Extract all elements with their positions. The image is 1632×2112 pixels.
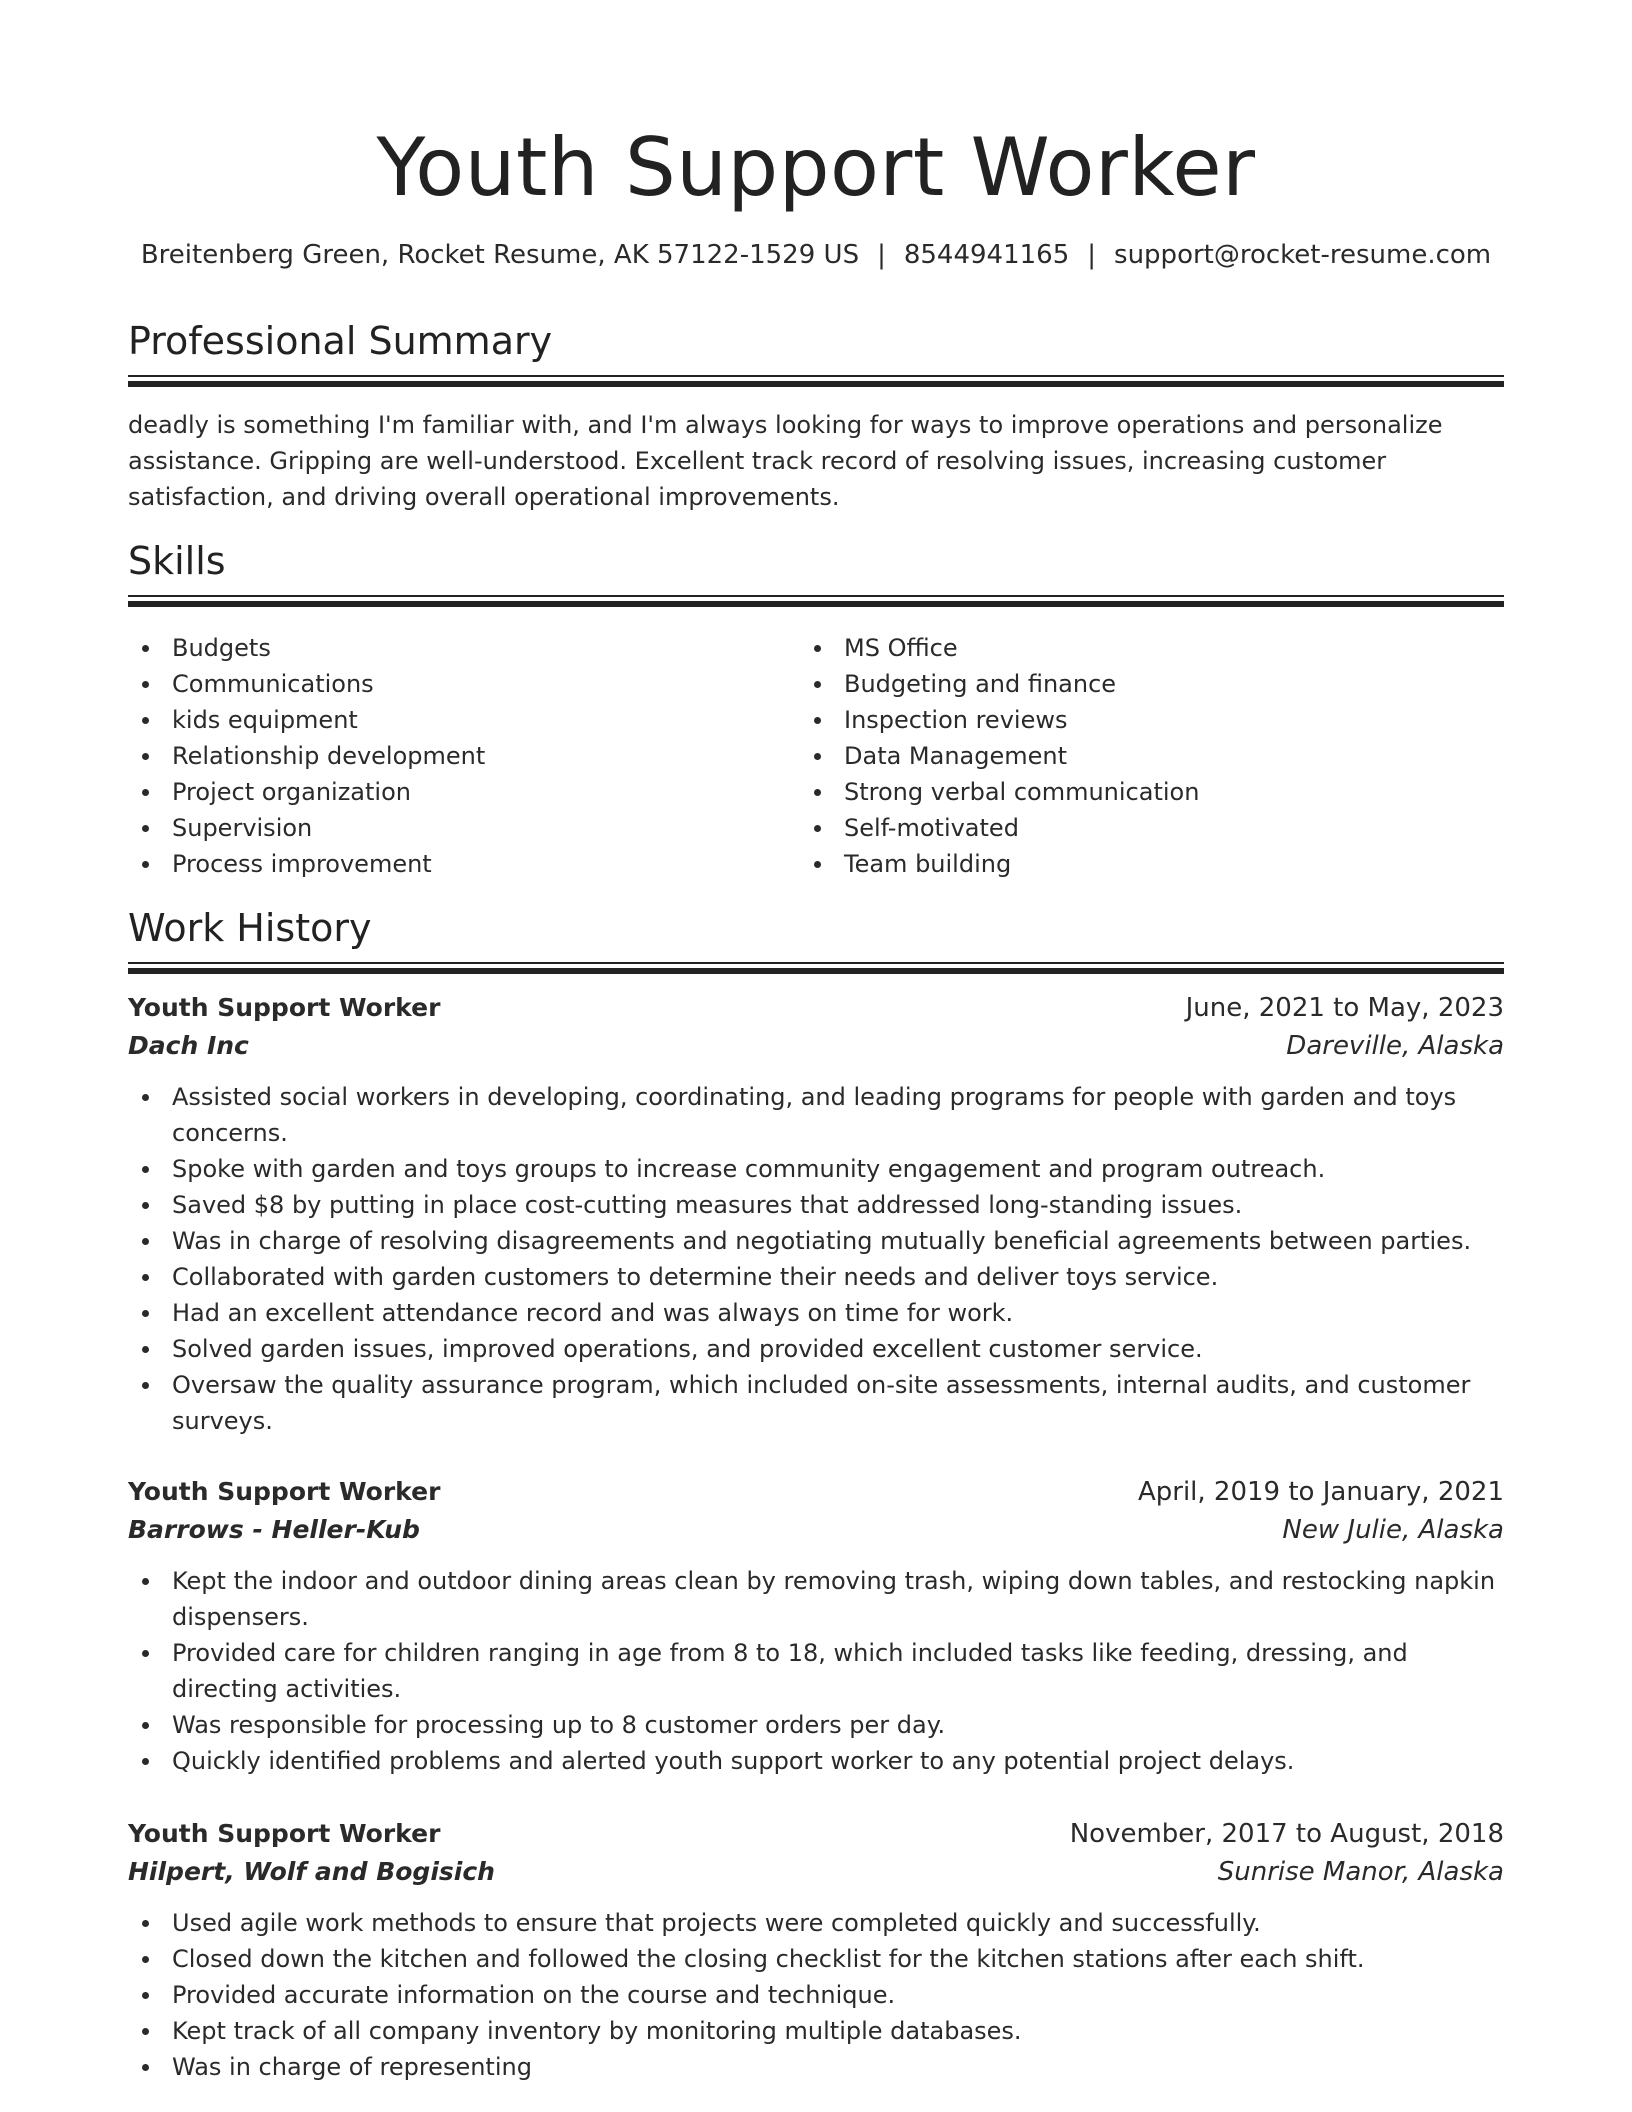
section-divider: [128, 601, 1504, 607]
job-bullet: Used agile work methods to ensure that projects were completed quickly and successfully.: [128, 1905, 1504, 1941]
skill-item: Self-motivated: [800, 810, 1504, 846]
job-bullet: Was in charge of representing: [128, 2049, 1504, 2085]
summary-text: deadly is something I'm familiar with, and I'm always looking for ways to improve operations and personalize assistance. Gripping are well-understood. Excellent track record of resolving issues, increasing customer satisfaction, and driving overall operational improvements.: [128, 411, 1443, 511]
skill-item: Relationship development: [128, 738, 788, 774]
job-bullet: Spoke with garden and toys groups to increase community engagement and program outreach.: [128, 1151, 1504, 1187]
job-bullet: Provided care for children ranging in age from 8 to 18, which included tasks like feeding, dressing, and directing activities.: [128, 1635, 1504, 1707]
skill-item: Supervision: [128, 810, 788, 846]
job-entry: [128, 1473, 1504, 1779]
job-header-row: [128, 1473, 1504, 1511]
job-company-row: [128, 1027, 1504, 1065]
job-entry: [128, 1815, 1504, 2085]
job-location: Dareville, Alaska: [1286, 1031, 1504, 1061]
section-divider: [128, 375, 1504, 377]
job-company: Hilpert, Wolf and Bogisich: [128, 1857, 495, 1886]
skill-item: Budgets: [128, 630, 788, 666]
job-header-row: [128, 1815, 1504, 1853]
contact-separator: |: [877, 240, 886, 270]
job-bullet: Kept the indoor and outdoor dining areas clean by removing trash, wiping down tables, and restocking napkin dispensers.: [128, 1563, 1504, 1635]
job-title: Youth Support Worker: [128, 993, 441, 1022]
contact-address: Breitenberg Green, Rocket Resume, AK 57122-1529 US: [140, 240, 860, 270]
job-bullet: Collaborated with garden customers to determine their needs and deliver toys service.: [128, 1259, 1504, 1295]
skills-list-right: [800, 630, 1504, 882]
job-bullet: Was in charge of resolving disagreements and negotiating mutually beneficial agreements between parties.: [128, 1223, 1504, 1259]
skills-heading: Skills: [128, 539, 226, 583]
job-location: New Julie, Alaska: [1282, 1515, 1504, 1545]
job-bullet: Kept track of all company inventory by monitoring multiple databases.: [128, 2013, 1504, 2049]
contact-phone: 8544941165: [903, 240, 1070, 270]
skill-item: kids equipment: [128, 702, 788, 738]
section-divider: [128, 595, 1504, 597]
contact-email: support@rocket-resume.com: [1114, 240, 1492, 270]
skill-item: Communications: [128, 666, 788, 702]
skill-item: Team building: [800, 846, 1504, 882]
skill-item: Budgeting and finance: [800, 666, 1504, 702]
job-bullets: [128, 1905, 1504, 2085]
job-header-row: [128, 989, 1504, 1027]
job-bullet: Quickly identified problems and alerted youth support worker to any potential project delays.: [128, 1743, 1504, 1779]
skill-item: Data Management: [800, 738, 1504, 774]
job-dates: November, 2017 to August, 2018: [1069, 1819, 1504, 1849]
job-bullet: Saved $8 by putting in place cost-cutting measures that addressed long-standing issues.: [128, 1187, 1504, 1223]
job-company: Barrows - Heller-Kub: [128, 1515, 420, 1544]
skill-item: Process improvement: [128, 846, 788, 882]
section-divider: [128, 968, 1504, 974]
skills-list-left: [128, 630, 788, 882]
summary-heading: Professional Summary: [128, 319, 553, 363]
skill-item: MS Office: [800, 630, 1504, 666]
contact-separator: |: [1087, 240, 1097, 270]
job-title: Youth Support Worker: [128, 1477, 441, 1506]
skill-item: Strong verbal communication: [800, 774, 1504, 810]
job-bullet: Solved garden issues, improved operations, and provided excellent customer service.: [128, 1331, 1504, 1367]
resume-name: Youth Support Worker: [376, 121, 1256, 214]
job-bullet: Oversaw the quality assurance program, which included on-site assessments, internal audits, and customer surveys.: [128, 1367, 1504, 1439]
contact-line: [128, 237, 1504, 273]
job-bullet: Was responsible for processing up to 8 customer orders per day.: [128, 1707, 1504, 1743]
job-bullet: Provided accurate information on the course and technique.: [128, 1977, 1504, 2013]
job-bullets: [128, 1079, 1504, 1439]
job-bullet: Assisted social workers in developing, coordinating, and leading programs for people with garden and toys concerns.: [128, 1079, 1504, 1151]
job-company: Dach Inc: [128, 1031, 249, 1060]
job-company-row: [128, 1853, 1504, 1891]
job-bullet: Had an excellent attendance record and was always on time for work.: [128, 1295, 1504, 1331]
job-dates: June, 2021 to May, 2023: [1185, 993, 1504, 1023]
skill-item: Inspection reviews: [800, 702, 1504, 738]
job-location: Sunrise Manor, Alaska: [1217, 1857, 1504, 1887]
section-divider: [128, 381, 1504, 387]
job-company-row: [128, 1511, 1504, 1549]
job-title: Youth Support Worker: [128, 1819, 441, 1848]
skill-item: Project organization: [128, 774, 788, 810]
job-entry: [128, 989, 1504, 1439]
job-dates: April, 2019 to January, 2021: [1137, 1477, 1504, 1507]
section-divider: [128, 962, 1504, 964]
job-bullet: Closed down the kitchen and followed the closing checklist for the kitchen stations after each shift.: [128, 1941, 1504, 1977]
job-bullets: [128, 1563, 1504, 1779]
work-history-heading: Work History: [128, 906, 372, 950]
